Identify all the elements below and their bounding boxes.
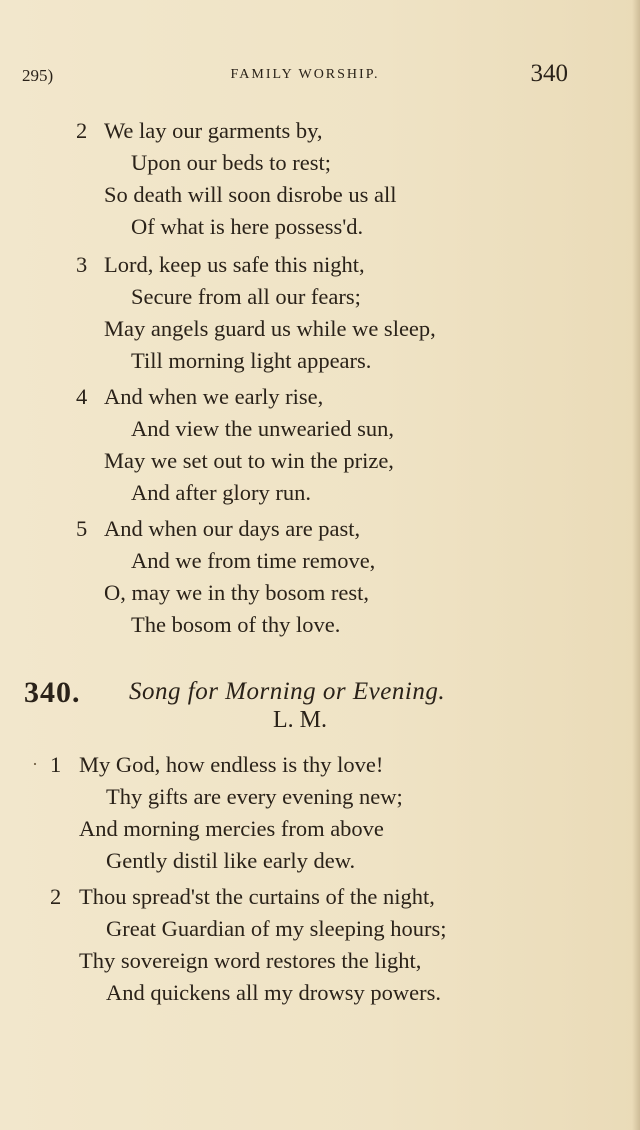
verse-line: And view the unwearied sun, (131, 416, 395, 441)
print-speck: · (32, 754, 38, 774)
verse-line: And we from time remove, (131, 548, 376, 573)
running-header (22, 60, 568, 94)
verse-line: And after glory run. (131, 480, 311, 505)
hymn-number: 340. (24, 676, 81, 709)
verse-line: My God, how endless is thy love! (79, 752, 384, 777)
verse-line: Thou spread'st the curtains of the night, (79, 884, 435, 909)
stanza-number: 2 (76, 118, 88, 143)
header-hymn-number: 340 (530, 60, 568, 87)
verse-line: We lay our garments by, (104, 118, 323, 143)
header-running-title: FAMILY WORSHIP. (230, 67, 380, 82)
verse-line: Secure from all our fears; (131, 284, 361, 309)
verse-line: Thy gifts are every evening new; (106, 784, 403, 809)
verse-line: The bosom of thy love. (131, 612, 341, 637)
stanza-number: 4 (76, 384, 88, 409)
verse-line: May we set out to win the prize, (104, 448, 394, 473)
hymn-meter: L. M. (273, 707, 327, 733)
header-left-page-ref: 295) (22, 66, 54, 85)
verse-line: Till morning light appears. (131, 348, 372, 373)
verse-line: Lord, keep us safe this night, (104, 252, 365, 277)
stanza-number: 3 (76, 252, 88, 277)
verse-line: And when we early rise, (104, 384, 324, 409)
verse-line: Upon our beds to rest; (131, 150, 331, 175)
verse-line: And quickens all my drowsy powers. (106, 980, 441, 1005)
verse-line: May angels guard us while we sleep, (104, 316, 436, 341)
verse-line: Great Guardian of my sleeping hours; (106, 916, 447, 941)
stanza-number: 1 (50, 752, 62, 777)
stanza-number: 2 (50, 884, 62, 909)
verse-line: O, may we in thy bosom rest, (104, 580, 369, 605)
page-edge-shadow (632, 0, 640, 1130)
verse-line: And when our days are past, (104, 516, 361, 541)
verse-line: Of what is here possess'd. (131, 214, 364, 239)
hymn-title: Song for Morning or Evening. (129, 678, 446, 705)
verse-line: And morning mercies from above (79, 816, 384, 841)
stanza-number: 5 (76, 516, 88, 541)
verse-line: Gently distil like early dew. (106, 848, 356, 873)
verse-line: Thy sovereign word restores the light, (79, 948, 422, 973)
verse-line: So death will soon disrobe us all (104, 182, 397, 207)
